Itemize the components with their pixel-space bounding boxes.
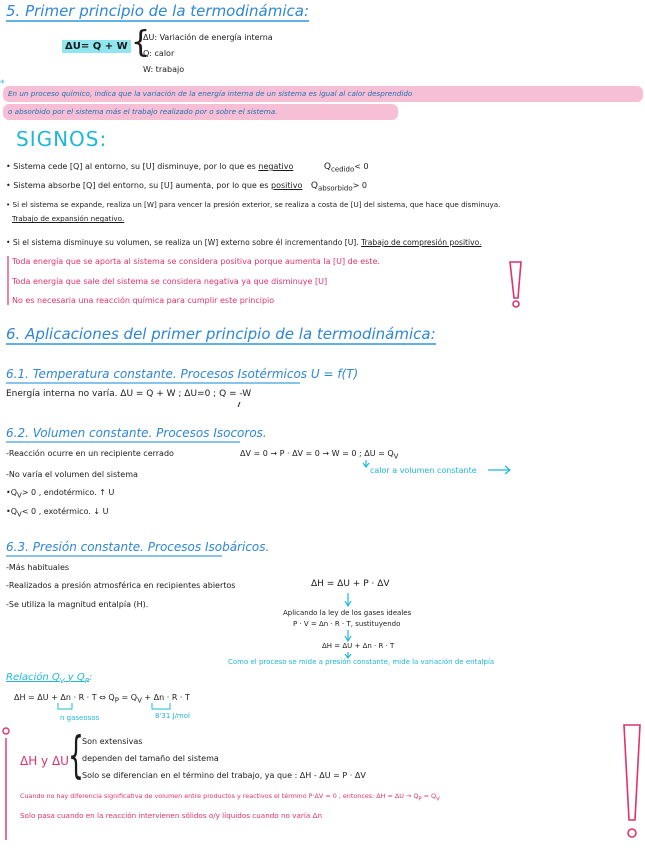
sign-bullet-1: • Sistema cede [Q] al entorno, su [U] disminuye, por lo que es negativo $Q_{cedido}< 0$ — [6, 162, 369, 174]
pink-note-2: Toda energía que sale del sistema se considera negativa ya que disminuye [U] — [12, 277, 328, 286]
section-62-cyan-note: calor a volumen constante — [370, 466, 477, 475]
arrow-down-icon-4 — [345, 652, 351, 658]
relation-title: Relación $Q_V$ y $Q_P$: — [6, 672, 93, 685]
section-61-title: 6.1. Temperatura constante. Procesos Isotérmicos U = f(T) — [6, 367, 359, 381]
section-63-line3: -Se utiliza la magnitud entalpía (H). — [6, 600, 149, 609]
final-line3: Solo se diferencian en el término del trabajo, ya que : ΔH - ΔU = P · ΔV — [82, 771, 366, 780]
section-6-title: 6. Aplicaciones del primer principio de la termodinámica: — [6, 325, 436, 343]
sign-bullet-3-line1: • Si el sistema se expande, realiza un [W] para vencer la presión exterior, se realiza a costa de [U] del sistema, que hace que disminuya. — [6, 200, 501, 209]
big-exclamation-icon — [624, 725, 640, 837]
arrow-down-icon — [363, 460, 369, 467]
small-exclamation-icon — [3, 728, 9, 840]
section-63-line2: -Realizados a presión atmosférica en recipientes abiertos — [6, 581, 236, 590]
def-w: W: trabajo — [143, 65, 185, 74]
section-61-line: Energía interna no varía. ΔU = Q + W ; ΔU=0 ; Q = -W — [6, 389, 252, 399]
first-law-note-line2: o absorbido por el sistema más el trabajo realizado por o sobre el sistema. — [8, 107, 278, 116]
pink-note-1: Toda energía que se aporta al sistema se considera positiva porque aumenta la [U] de este. — [12, 257, 380, 266]
hook-icon-1 — [58, 703, 72, 709]
hook-icon-2 — [152, 703, 170, 709]
exclamation-icon — [510, 262, 521, 307]
sign-bullet-2: • Sistema absorbe [Q] del entorno, su [U] aumenta, por lo que es positivo $Q_{absorbido}> 0$ — [6, 181, 367, 193]
first-law-formula: ΔU= Q + W — [62, 40, 131, 53]
section-62-title: 6.2. Volumen constante. Procesos Isocoros. — [6, 426, 267, 440]
ideal-gas-substitution: P · V = Δn · R · T, sustituyendo — [293, 620, 401, 628]
note-star: * — [0, 79, 5, 89]
section-63-title: 6.3. Presión constante. Procesos Isobáricos. — [6, 540, 270, 554]
pink-note-3: No es necesaria una reacción química para cumplir este principio — [12, 296, 275, 305]
sign-bullet-4: • Si el sistema disminuye su volumen, se realiza un [W] externo sobre él incrementando [U]. Trabajo de compresión positivo. — [6, 238, 482, 247]
final-brace: { — [68, 726, 84, 784]
section-62-line3: $•Q_V> 0$ , endotérmico. ↑ U — [6, 488, 115, 500]
relation-ann-constant: 8'31 J/mol — [155, 712, 190, 720]
final-pink-1: Cuando no hay diferencia significativa de volumen entre productos y reactivos el término P·ΔV = 0 , entonces: $\Delta H = \Delta U \to Q_P = Q_V$ — [20, 792, 440, 803]
sign-bullet-3-line2: Trabajo de expansión negativo. — [12, 214, 125, 223]
arrow-right-icon — [488, 466, 510, 474]
section-62-line4: $•Q_V< 0$ , exotérmico. ↓ U — [6, 507, 109, 519]
section-62-line2: -No varía el volumen del sistema — [6, 470, 138, 479]
enthalpy-formula: ΔH = ΔU + P · ΔV — [311, 579, 390, 589]
def-du: ΔU: Variación de energía interna — [143, 33, 273, 42]
section-62-formula: ΔV = 0 → P · ΔV = 0 → W = 0 ; $\Delta U = Q_V$ — [240, 449, 399, 461]
section-63-cyan-note: Como el proceso se mide a presión constante, mide la variación de entalpía — [228, 658, 495, 666]
final-line1: Son extensivas — [82, 737, 143, 746]
final-pink-2: Solo pasa cuando en la reacción intervienen sólidos o/y líquidos cuando no varía Δn — [20, 811, 322, 820]
dh-du-label: ΔH y ΔU — [20, 754, 69, 768]
ideal-gas-note: Aplicando la ley de los gases ideales — [283, 609, 412, 617]
defs-brace: { — [131, 25, 151, 60]
arrow-down-icon-2 — [345, 593, 351, 606]
def-q: Q: calor — [143, 49, 175, 58]
cursor-mark — [238, 402, 240, 407]
signos-title: SIGNOS: — [16, 127, 108, 151]
arrow-down-icon-3 — [345, 630, 351, 641]
section-63-line1: -Más habituales — [6, 563, 70, 572]
enthalpy-formula-2: ΔH = ΔU + Δn · R · T — [322, 642, 395, 650]
relation-formula: ΔH = ΔU + Δn · R · T ⇔ $Q_P = Q_V + \Delta n \cdot R \cdot T$ — [14, 693, 190, 705]
final-line2: dependen del tamaño del sistema — [82, 754, 219, 763]
section-62-line1: -Reacción ocurre en un recipiente cerrado — [6, 449, 174, 458]
first-law-note-line1: En un proceso químico, indica que la variación de la energía interna de un sistema es igual al calor desprendido — [8, 89, 413, 98]
relation-ann-gaseosos: n gaseosos — [60, 714, 100, 722]
section-5-title: 5. Primer principio de la termodinámica: — [6, 2, 310, 20]
